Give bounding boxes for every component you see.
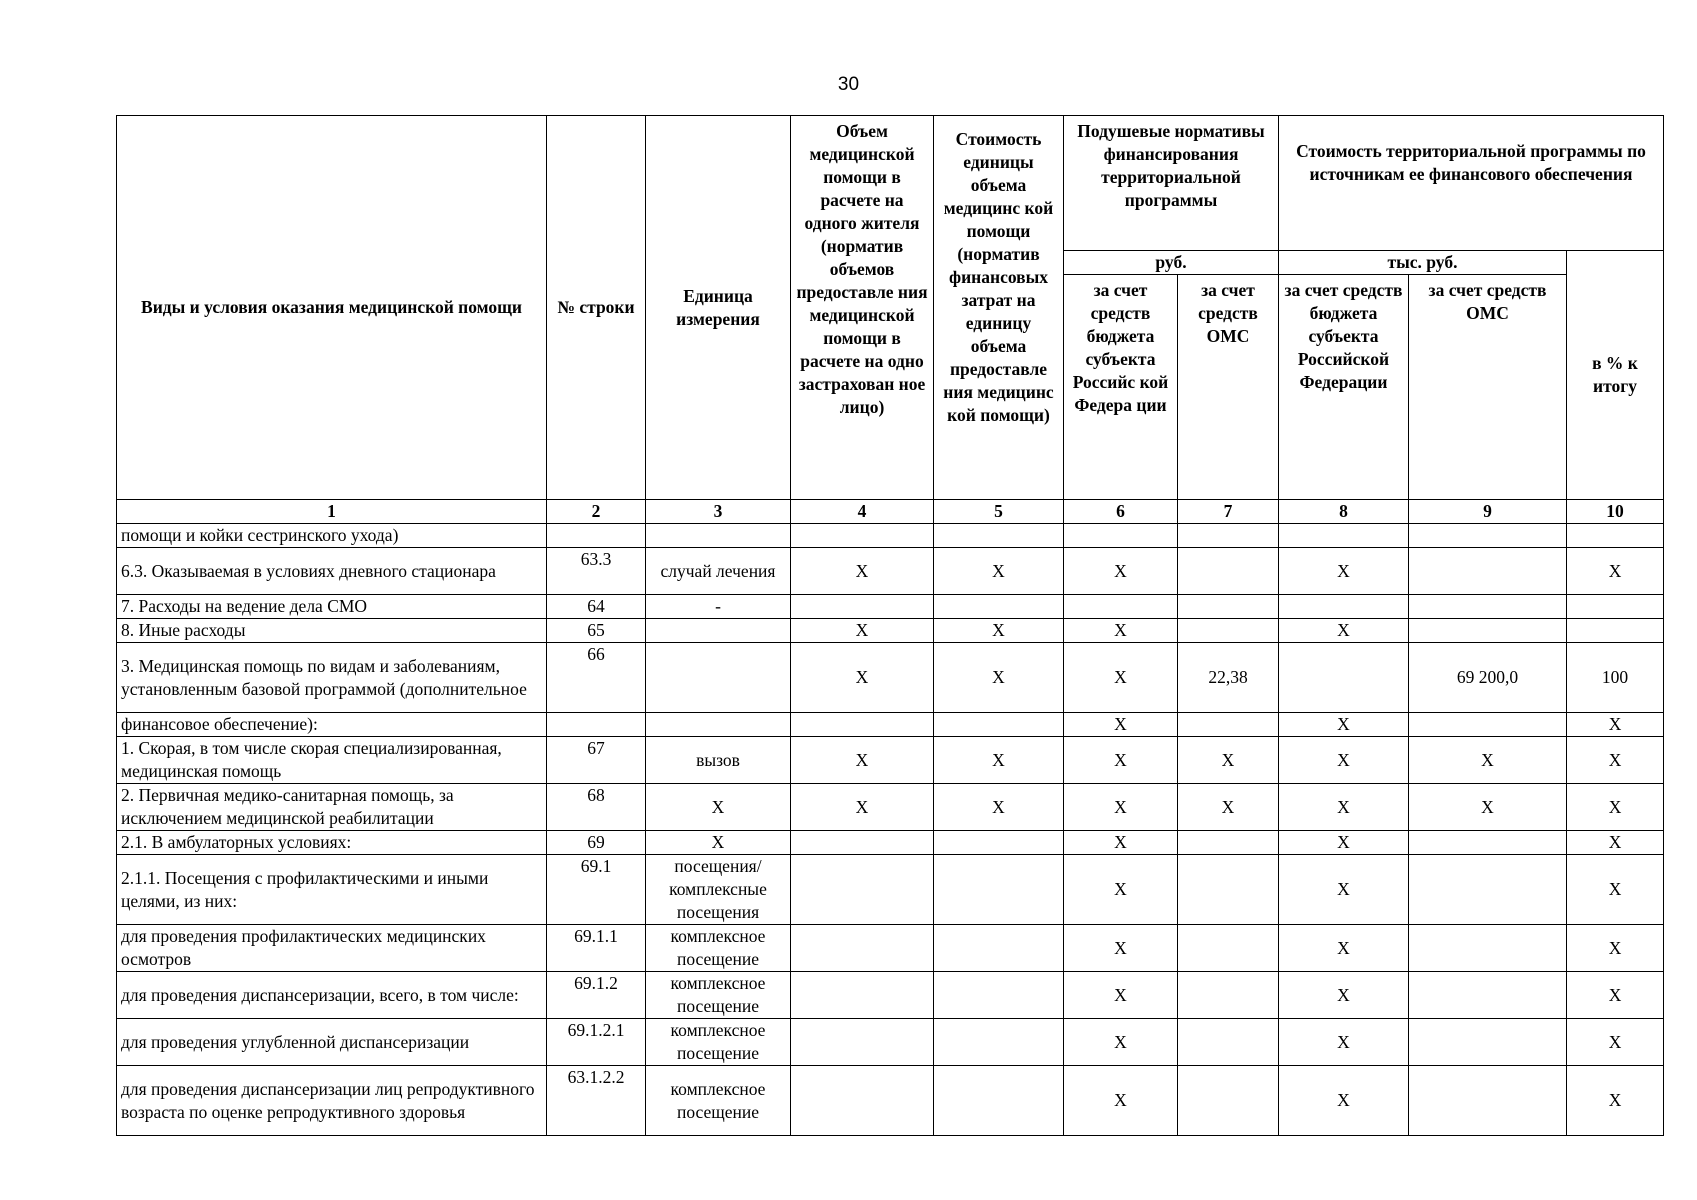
cell-budget-thousand: X bbox=[1279, 548, 1409, 595]
cell-volume bbox=[791, 1019, 934, 1066]
cell-volume bbox=[791, 972, 934, 1019]
cell-unit: случай лечения bbox=[646, 548, 791, 595]
cell-oms-rub bbox=[1178, 1066, 1279, 1136]
cell-percent: X bbox=[1567, 548, 1664, 595]
cell-volume bbox=[791, 925, 934, 972]
cell-cost bbox=[934, 925, 1064, 972]
cell-percent: X bbox=[1567, 1019, 1664, 1066]
cell-budget-rub bbox=[1064, 524, 1178, 548]
column-number-row bbox=[117, 500, 1664, 524]
cell-budget-rub: X bbox=[1064, 1019, 1178, 1066]
cell-name: 3. Медицинская помощь по видам и заболеваниям, установленным базовой программой (дополнительное bbox=[117, 643, 547, 713]
column-number: 5 bbox=[934, 500, 1064, 524]
header-budget: за счет средств бюджета субъекта Российской Федерации bbox=[1279, 275, 1409, 500]
cell-budget-rub: X bbox=[1064, 925, 1178, 972]
header-percapita: Подушевые нормативы финансирования территориальной программы bbox=[1064, 116, 1279, 251]
cell-oms-thousand bbox=[1409, 925, 1567, 972]
cell-name: для проведения углубленной диспансеризации bbox=[117, 1019, 547, 1066]
column-number: 7 bbox=[1178, 500, 1279, 524]
table-row bbox=[117, 855, 1664, 925]
cell-oms-thousand: X bbox=[1409, 784, 1567, 831]
cell-oms-thousand bbox=[1409, 595, 1567, 619]
cell-budget-thousand: X bbox=[1279, 855, 1409, 925]
cell-oms-rub bbox=[1178, 972, 1279, 1019]
cell-volume bbox=[791, 855, 934, 925]
cell-percent: X bbox=[1567, 1066, 1664, 1136]
cell-unit: комплексное посещение bbox=[646, 1019, 791, 1066]
cell-percent: X bbox=[1567, 831, 1664, 855]
cell-oms-thousand bbox=[1409, 1019, 1567, 1066]
column-number: 4 bbox=[791, 500, 934, 524]
cell-percent: X bbox=[1567, 713, 1664, 737]
cell-unit: комплексное посещение bbox=[646, 1066, 791, 1136]
table-header bbox=[117, 116, 1664, 524]
table-row bbox=[117, 1066, 1664, 1136]
column-number: 9 bbox=[1409, 500, 1567, 524]
column-number: 2 bbox=[547, 500, 646, 524]
header-oms-short: за счет средств ОМС bbox=[1178, 275, 1279, 500]
cell-name: 7. Расходы на ведение дела СМО bbox=[117, 595, 547, 619]
cell-oms-rub bbox=[1178, 925, 1279, 972]
cell-oms-thousand bbox=[1409, 713, 1567, 737]
cell-volume bbox=[791, 831, 934, 855]
cell-cost bbox=[934, 595, 1064, 619]
cell-oms-thousand bbox=[1409, 1066, 1567, 1136]
cell-budget-rub: X bbox=[1064, 855, 1178, 925]
cell-oms-thousand: 69 200,0 bbox=[1409, 643, 1567, 713]
cell-name: финансовое обеспечение): bbox=[117, 713, 547, 737]
cell-budget-thousand: X bbox=[1279, 831, 1409, 855]
cell-oms-rub bbox=[1178, 855, 1279, 925]
cell-volume: X bbox=[791, 548, 934, 595]
cell-name: для проведения диспансеризации, всего, в том числе: bbox=[117, 972, 547, 1019]
cell-oms-rub bbox=[1178, 1019, 1279, 1066]
table-row bbox=[117, 831, 1664, 855]
cell-name: 2.1. В амбулаторных условиях: bbox=[117, 831, 547, 855]
cell-cost: X bbox=[934, 643, 1064, 713]
cell-row-no: 67 bbox=[547, 737, 646, 784]
cell-name: 1. Скорая, в том числе скорая специализированная, медицинская помощь bbox=[117, 737, 547, 784]
cell-oms-rub: X bbox=[1178, 784, 1279, 831]
cell-oms-rub bbox=[1178, 619, 1279, 643]
cell-budget-thousand: X bbox=[1279, 925, 1409, 972]
cell-name: для проведения диспансеризации лиц репродуктивного возраста по оценке репродуктивного здоровья bbox=[117, 1066, 547, 1136]
cell-oms-thousand bbox=[1409, 524, 1567, 548]
header-unit-thousand-rub: тыс. руб. bbox=[1279, 251, 1567, 275]
cell-volume bbox=[791, 713, 934, 737]
cell-oms-rub bbox=[1178, 524, 1279, 548]
cell-budget-rub: X bbox=[1064, 737, 1178, 784]
cell-oms-thousand: X bbox=[1409, 737, 1567, 784]
cell-budget-rub: X bbox=[1064, 1066, 1178, 1136]
cell-percent: X bbox=[1567, 855, 1664, 925]
cell-cost bbox=[934, 972, 1064, 1019]
cell-volume: X bbox=[791, 619, 934, 643]
cell-oms-thousand bbox=[1409, 548, 1567, 595]
cell-unit: посещения/ комплексные посещения bbox=[646, 855, 791, 925]
cell-budget-thousand: X bbox=[1279, 619, 1409, 643]
cell-unit: вызов bbox=[646, 737, 791, 784]
header-volume: Объем медицинской помощи в расчете на одного жителя (норматив объемов предоставле ния медицинской помощи в расчете на одно застрахован ное лицо) bbox=[791, 116, 934, 500]
table-row bbox=[117, 1019, 1664, 1066]
table-row bbox=[117, 713, 1664, 737]
cell-cost: X bbox=[934, 737, 1064, 784]
cell-percent: X bbox=[1567, 737, 1664, 784]
table-row bbox=[117, 595, 1664, 619]
cell-budget-thousand: X bbox=[1279, 713, 1409, 737]
cell-row-no: 69.1.1 bbox=[547, 925, 646, 972]
cell-unit bbox=[646, 619, 791, 643]
cell-oms-thousand bbox=[1409, 831, 1567, 855]
cell-name: 8. Иные расходы bbox=[117, 619, 547, 643]
cell-unit: комплексное посещение bbox=[646, 972, 791, 1019]
cell-name: 2.1.1. Посещения с профилактическими и иными целями, из них: bbox=[117, 855, 547, 925]
cell-oms-thousand bbox=[1409, 855, 1567, 925]
cell-row-no: 64 bbox=[547, 595, 646, 619]
cell-percent: X bbox=[1567, 925, 1664, 972]
cell-budget-thousand bbox=[1279, 524, 1409, 548]
cell-oms-thousand bbox=[1409, 972, 1567, 1019]
column-number: 6 bbox=[1064, 500, 1178, 524]
cell-budget-rub: X bbox=[1064, 713, 1178, 737]
cell-budget-rub: X bbox=[1064, 643, 1178, 713]
cell-cost: X bbox=[934, 548, 1064, 595]
cell-percent bbox=[1567, 595, 1664, 619]
cell-unit: X bbox=[646, 784, 791, 831]
cell-row-no: 63.3 bbox=[547, 548, 646, 595]
cell-unit bbox=[646, 524, 791, 548]
header-row-no: № строки bbox=[547, 116, 646, 500]
cell-cost bbox=[934, 524, 1064, 548]
header-budget-short: за счет средств бюджета субъекта Российс кой Федера ции bbox=[1064, 275, 1178, 500]
cell-oms-rub bbox=[1178, 548, 1279, 595]
cell-unit bbox=[646, 643, 791, 713]
cell-volume: X bbox=[791, 643, 934, 713]
table-row bbox=[117, 972, 1664, 1019]
cell-cost: X bbox=[934, 784, 1064, 831]
header-percent: в % к итогу bbox=[1567, 251, 1664, 500]
cell-percent: 100 bbox=[1567, 643, 1664, 713]
header-oms: за счет средств ОМС bbox=[1409, 275, 1567, 500]
page-number: 30 bbox=[837, 74, 860, 95]
cell-name: помощи и койки сестринского ухода) bbox=[117, 524, 547, 548]
cell-row-no: 68 bbox=[547, 784, 646, 831]
column-number: 3 bbox=[646, 500, 791, 524]
table-row bbox=[117, 619, 1664, 643]
cell-row-no: 69.1.2.1 bbox=[547, 1019, 646, 1066]
cell-volume bbox=[791, 1066, 934, 1136]
cell-budget-rub: X bbox=[1064, 831, 1178, 855]
cell-volume bbox=[791, 524, 934, 548]
cell-row-no: 69.1 bbox=[547, 855, 646, 925]
header-unit: Единица измерения bbox=[646, 116, 791, 500]
cell-row-no bbox=[547, 713, 646, 737]
cell-cost bbox=[934, 713, 1064, 737]
table-row bbox=[117, 784, 1664, 831]
cell-volume bbox=[791, 595, 934, 619]
table-row bbox=[117, 925, 1664, 972]
cell-cost: X bbox=[934, 619, 1064, 643]
cell-name: для проведения профилактических медицинских осмотров bbox=[117, 925, 547, 972]
cell-oms-thousand bbox=[1409, 619, 1567, 643]
cell-budget-rub: X bbox=[1064, 619, 1178, 643]
header-program-cost: Стоимость территориальной программы по источникам ее финансового обеспечения bbox=[1279, 116, 1664, 251]
cell-oms-rub bbox=[1178, 713, 1279, 737]
cell-unit: X bbox=[646, 831, 791, 855]
cell-unit bbox=[646, 713, 791, 737]
table-body bbox=[117, 524, 1664, 1136]
column-number: 8 bbox=[1279, 500, 1409, 524]
cell-row-no: 63.1.2.2 bbox=[547, 1066, 646, 1136]
cell-budget-rub bbox=[1064, 595, 1178, 619]
cell-oms-rub: 22,38 bbox=[1178, 643, 1279, 713]
table-row bbox=[117, 643, 1664, 713]
cell-row-no: 66 bbox=[547, 643, 646, 713]
cell-percent: X bbox=[1567, 972, 1664, 1019]
table-row bbox=[117, 548, 1664, 595]
cell-cost bbox=[934, 1066, 1064, 1136]
cell-unit: комплексное посещение bbox=[646, 925, 791, 972]
cell-name: 2. Первичная медико-санитарная помощь, за исключением медицинской реабилитации bbox=[117, 784, 547, 831]
cell-budget-rub: X bbox=[1064, 548, 1178, 595]
cell-volume: X bbox=[791, 784, 934, 831]
header-name: Виды и условия оказания медицинской помощи bbox=[117, 116, 547, 500]
cell-budget-thousand: X bbox=[1279, 1019, 1409, 1066]
cell-row-no: 69 bbox=[547, 831, 646, 855]
cell-budget-rub: X bbox=[1064, 972, 1178, 1019]
cell-budget-thousand: X bbox=[1279, 1066, 1409, 1136]
cell-oms-rub bbox=[1178, 595, 1279, 619]
cell-budget-thousand bbox=[1279, 595, 1409, 619]
table-row bbox=[117, 524, 1664, 548]
cell-percent: X bbox=[1567, 784, 1664, 831]
cell-percent bbox=[1567, 619, 1664, 643]
cell-budget-thousand: X bbox=[1279, 784, 1409, 831]
cell-budget-thousand: X bbox=[1279, 972, 1409, 1019]
cell-row-no bbox=[547, 524, 646, 548]
header-unit-rub: руб. bbox=[1064, 251, 1279, 275]
cell-cost bbox=[934, 831, 1064, 855]
cell-percent bbox=[1567, 524, 1664, 548]
cell-oms-rub: X bbox=[1178, 737, 1279, 784]
cell-row-no: 65 bbox=[547, 619, 646, 643]
table-row bbox=[117, 737, 1664, 784]
cell-volume: X bbox=[791, 737, 934, 784]
cell-cost bbox=[934, 855, 1064, 925]
cell-budget-rub: X bbox=[1064, 784, 1178, 831]
header-cost: Стоимость единицы объема медицинс кой помощи (норматив финансовых затрат на единицу объема предоставле ния медицинс кой помощи) bbox=[934, 116, 1064, 500]
column-number: 1 bbox=[117, 500, 547, 524]
cell-budget-thousand bbox=[1279, 643, 1409, 713]
cell-cost bbox=[934, 1019, 1064, 1066]
financing-table bbox=[116, 115, 1664, 1136]
column-number: 10 bbox=[1567, 500, 1664, 524]
cell-unit: - bbox=[646, 595, 791, 619]
cell-oms-rub bbox=[1178, 831, 1279, 855]
cell-budget-thousand: X bbox=[1279, 737, 1409, 784]
cell-name: 6.3. Оказываемая в условиях дневного стационара bbox=[117, 548, 547, 595]
cell-row-no: 69.1.2 bbox=[547, 972, 646, 1019]
